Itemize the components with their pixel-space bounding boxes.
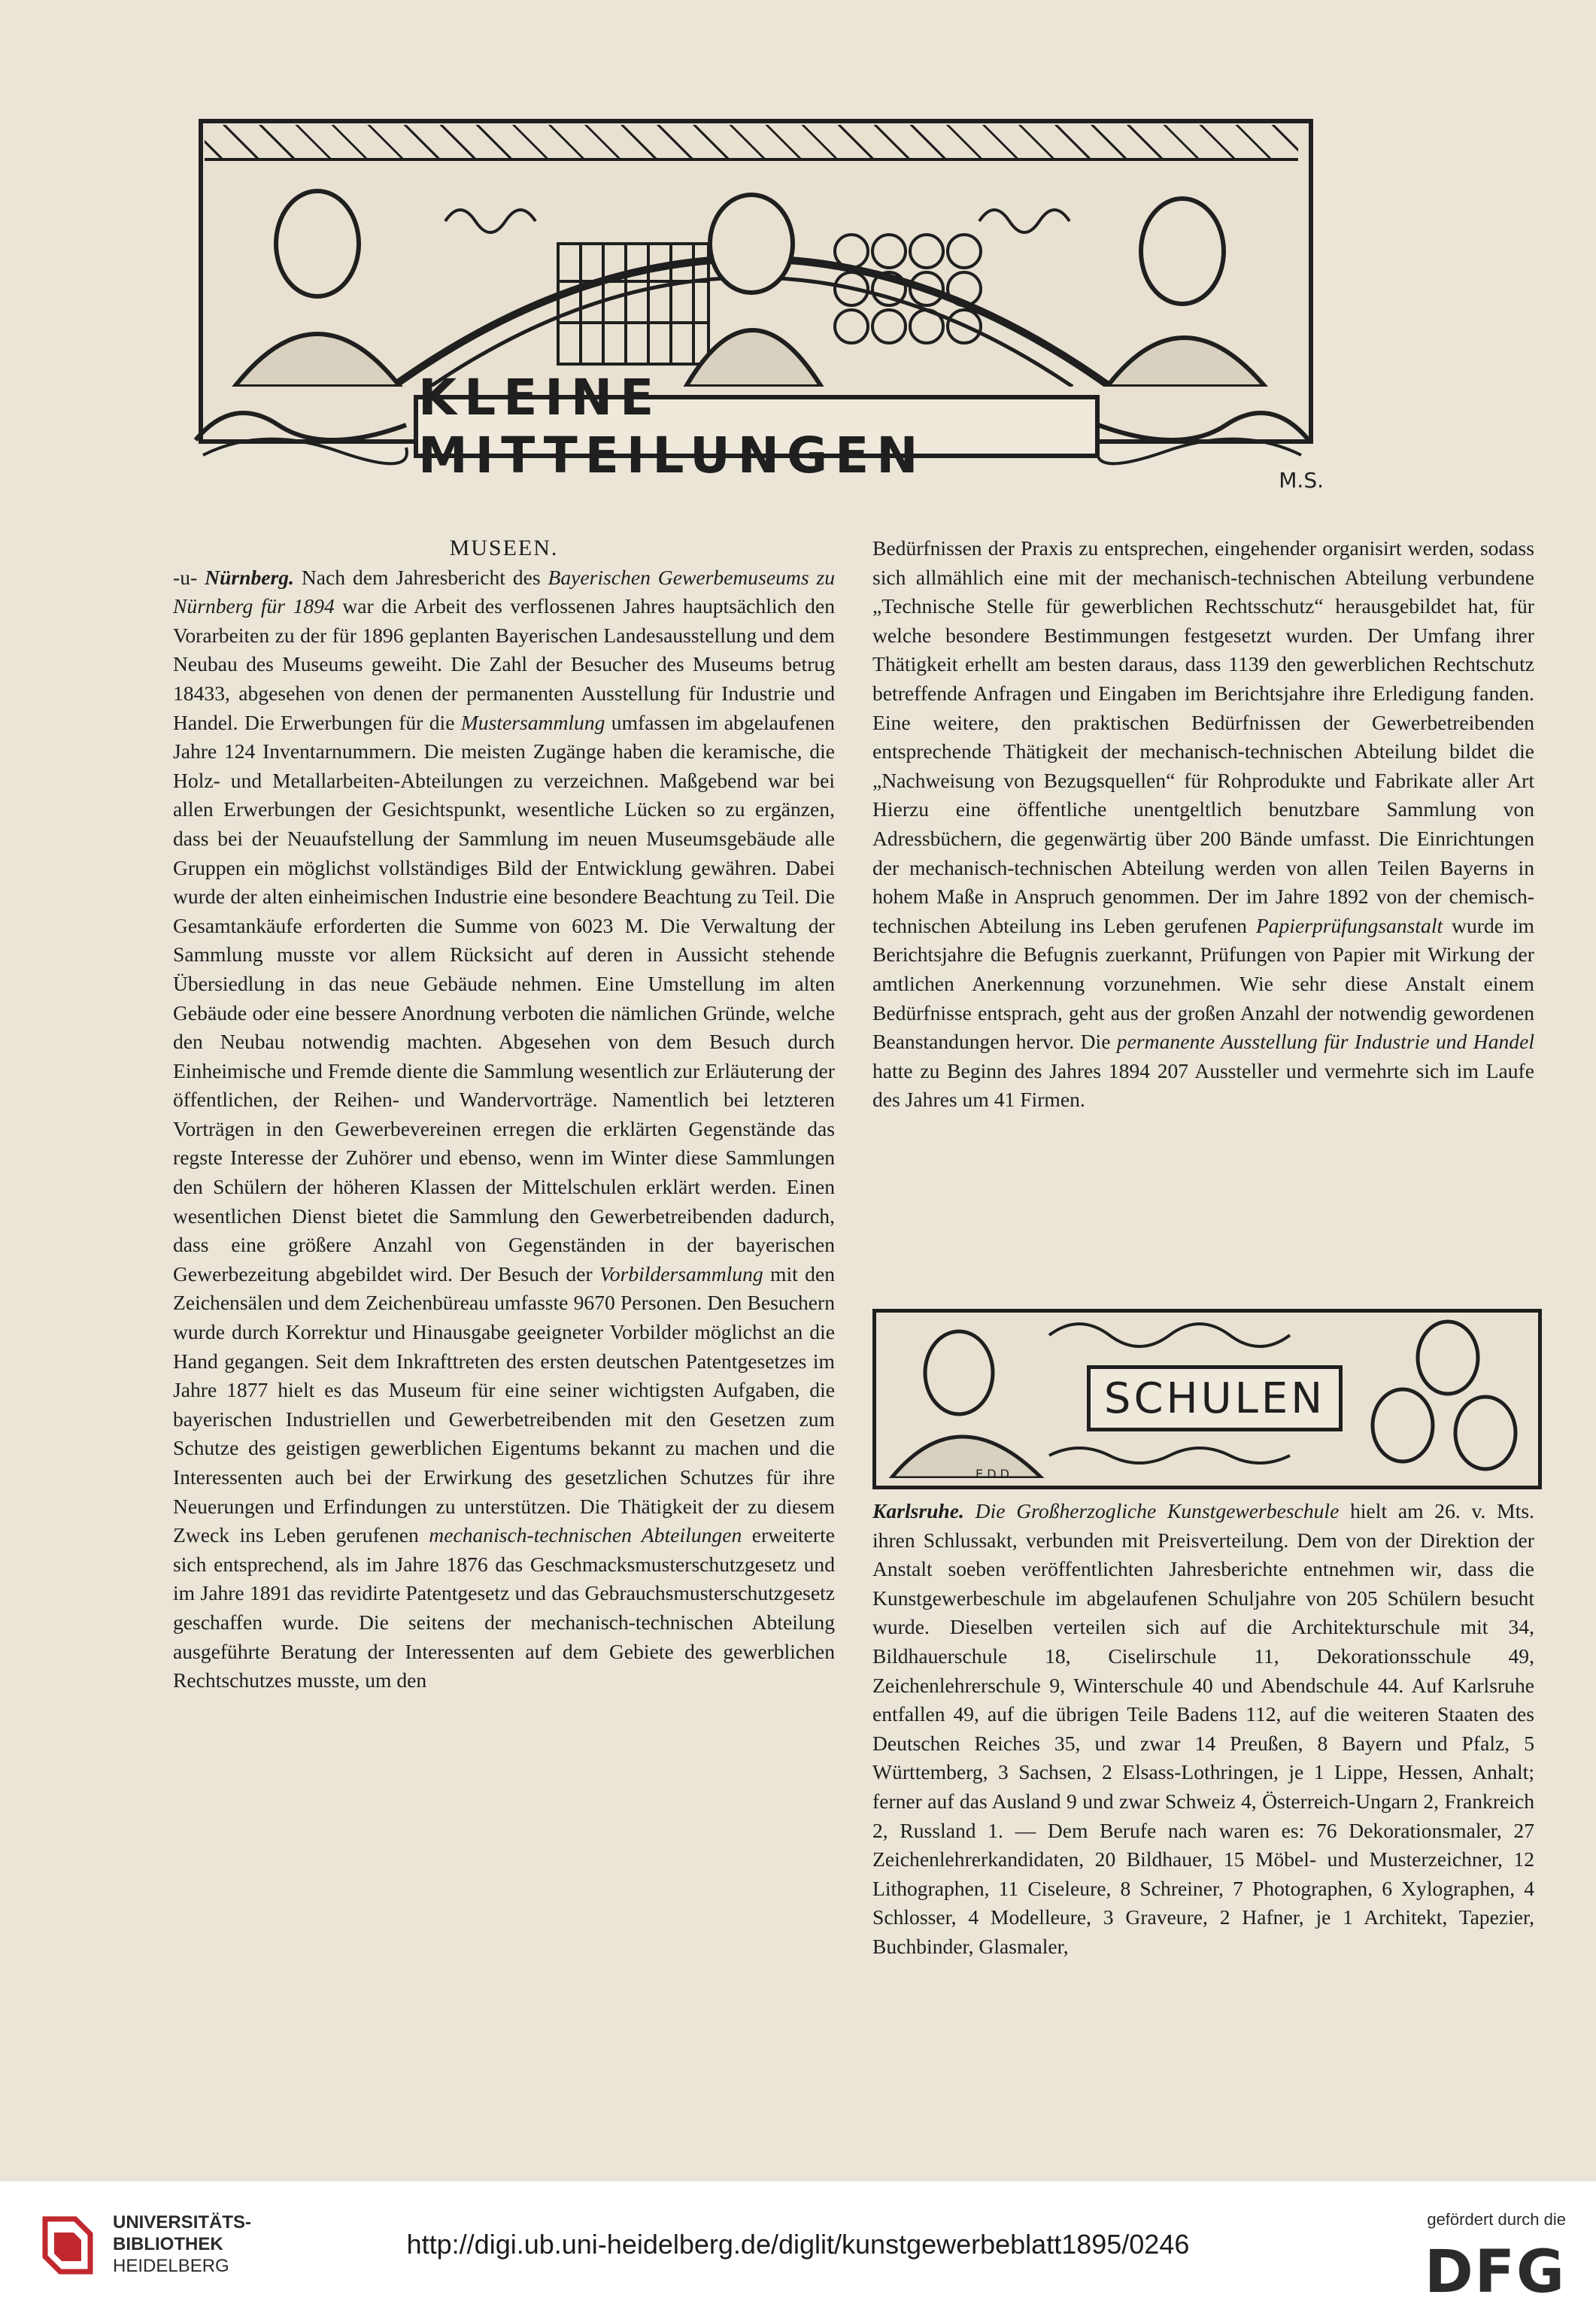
article-nuernberg: [173, 563, 835, 1695]
article-emphasis: Bayerischen Gewerbemuseums zu Nürnberg für 1894: [173, 565, 835, 618]
article-lead-nuernberg: Nürnberg.: [205, 565, 294, 589]
article-emphasis: Vorbildersammlung: [599, 1261, 763, 1286]
schulen-banner-text: SCHULEN: [1103, 1374, 1326, 1423]
article-emphasis: Papierprüfungsanstalt: [1255, 913, 1443, 937]
article-continuation: [872, 534, 1534, 1115]
permalink-url[interactable]: http://digi.ub.uni-heidelberg.de/diglit/kunstgewerbeblatt1895/0246: [406, 2229, 1190, 2260]
header-illustration: [205, 161, 1298, 387]
left-column: [173, 534, 835, 1695]
article-text: mit den Zeichensälen und dem Zeichenbüreau umfasste 9670 Personen. Den Besuchern wurde durch Korrektur und Hinausgabe geeigneter Vorbilder möglichst an die Hand gegangen. Seit dem Inkrafttreten des ersten deutschen Patentgesetzes im Jahre 1877 hielt es das Museum für eine seiner wichtigsten Aufgaben, die bayerischen Industriellen und Gewerbetreibenden mit den Gesetzen zum Schutze des geistigen gewerblichen Eigentums bekannt zu machen und die Interessenten auch bei der Erwirkung des gesetzlichen Schutzes für ihre Neuerungen und Erfindungen zu unterstützen. Die Thätigkeit der zu diesem Zweck ins Leben gerufenen: [173, 1261, 835, 1547]
article-karlsruhe: [872, 1497, 1534, 1962]
right-column: [872, 534, 1534, 1115]
article-emphasis: mechanisch-technischen Abteilungen: [429, 1523, 742, 1547]
article-text: Nach dem Jahresbericht des: [293, 565, 548, 589]
uni-name-line: HEIDELBERG: [113, 2256, 229, 2276]
article-lead-karlsruhe: Karlsruhe.: [872, 1499, 964, 1522]
article-text: hielt am 26. v. Mts. ihren Schlussakt, verbunden mit Preisverteilung. Dem von der Direktion der Anstalt soeben veröffentlichten Jahresberichte entnehmen wir, dass die Kunstgewerbeschule im abgelaufenen Schuljahre von 205 Schülern besucht wurde. Dieselben verteilen sich auf die Architekturschule mit 34, Bildhauerschule 18, Ciselirschule 11, Dekorationsschule 49, Zeichenlehrerschule 9, Winterschule 40 und Abendschule 44. Auf Karlsruhe entfallen 49, auf die übrigen Teile Badens 112, auf die weiteren Staaten des Deutschen Reiches 35, und zwar 14 Preußen, 8 Bayern und Pfalz, 5 Württemberg, 3 Sachsen, 2 Elsass-Lothringen, je 1 Lippe, Hessen, Anhalt; ferner auf das Ausland 9 und zwar Schweiz 4, Österreich-Ungarn 2, Frankreich 2, Russland 1. — Dem Berufe nach waren es: 76 Dekorationsmaler, 27 Zeichenlehrerkandidaten, 20 Bildhauer, 15 Möbel- und Musterzeichner, 12 Lithographen, 11 Ciseleure, 8 Schreiner, 7 Photographen, 6 Xylographen, 4 Schlosser, 4 Modelleure, 3 Graveure, 2 Hafner, je 1 Architekt, Tapezier, Buchbinder, Glasmaler,: [872, 1499, 1534, 1958]
schulen-vignette: [872, 1309, 1542, 1489]
dfg-caption: gefördert durch die: [1427, 2210, 1566, 2229]
article-text: wurde im Berichtsjahre die Befugnis zuerkannt, Prüfungen von Papier mit Wirkung der amtlichen Anerkennung vorzunehmen. Wie sehr diese Anstalt einem Bedürfnisse entsprach, geht aus der großen Anzahl der notwendig gewordenen Beanstandungen hervor. Die: [872, 913, 1534, 1054]
schulen-banner: [1087, 1365, 1343, 1431]
article-prefix: -u-: [173, 565, 198, 589]
article-text: Bedürfnissen der Praxis zu entsprechen, eingehender organisirt werden, sodass sich allmählich eine mit der mechanisch-technischen Abteilung verbundene „Technische Stelle für gewerblichen Rechtsschutz“ herausgebildet hat, für welche besondere Bestimmungen festgesetzt wurden. Der Umfang ihrer Thätigkeit erhellt am besten daraus, dass 1139 den gewerblichen Rechtschutz betreffende Anfragen und Eingaben im Berichtsjahre ihre Erledigung fanden. Eine weitere, den praktischen Bedürfnissen der Gewerbetreibenden entsprechende Thätigkeit der mechanisch-technischen Abteilung bildet die „Nachweisung von Bezugsquellen“ für Rohprodukte und Fabrikate aller Art Hierzu eine öffentliche unentgeltlich benutzbare Sammlung von Adressbüchern, die gegenwärtig über 200 Bände umfasst. Die Einrichtungen der mechanisch-technischen Abteilung werden von allen Teilen Bayerns in hohem Maße in Anspruch genommen. Der im Jahre 1892 von der chemisch-technischen Abteilung ins Leben gerufenen: [872, 536, 1534, 937]
schulen-signature: E.D.D.: [976, 1467, 1014, 1481]
article-text: umfassen im abgelaufenen Jahre 124 Inventarnummern. Die meisten Zugänge haben die keramische, die Holz- und Metallarbeiten-Abteilungen zu verzeichnen. Maßgebend war bei allen Erwerbungen der Gesichtspunkt, wesentliche Lücken so zu ergänzen, dass bei der Neuaufstellung der Sammlung im neuen Museumsgebäude alle Gruppen ein möglichst vollständiges Bild der Entwicklung gewähren. Dabei wurde der alten einheimischen Industrie eine besondere Beachtung zu Teil. Die Gesamtankäufe erforderten die Summe von 6023 M. Die Verwaltung der Sammlung musste vor allem Rücksicht auf deren in Aussicht stehende Übersiedlung in das neue Gebäude nehmen. Eine Umstellung im alten Gebäude oder eine bessere Anordnung verboten die nämlichen Gründe, welche den Neubau notwendig machten. Abgesehen von dem Besuch durch Einheimische und Fremde diente die Sammlung wesentlich zur Erläuterung der öffentlichen, der Reihen- und Wandervorträge. Namentlich bei letzteren Vorträgen in den Gewerbevereinen erregen die erklärten Gegenstände das regste Interesse der Zuhörer und ebenso, wenn im Winter diese Sammlungen den Schülern der höheren Klassen der Mittelschulen erklärt werden. Einen wesentlichen Dienst bietet die Sammlung den Gewerbetreibenden dadurch, dass eine größere Anzahl von Gegenständen in der bayerischen Gewerbezeitung abgebildet wird. Der Besuch der: [173, 710, 835, 1286]
footer: [0, 2181, 1596, 2307]
uni-name-line: BIBLIOTHEK: [113, 2234, 223, 2254]
uni-name-line: UNIVERSITÄTS-: [113, 2212, 252, 2233]
article-emphasis: permanente Ausstellung für Industrie und Handel: [1116, 1030, 1535, 1054]
flourish-left: [188, 380, 414, 470]
article-emphasis: Die Großherzogliche Kunstgewerbeschule: [963, 1499, 1340, 1522]
header-vignette: [188, 105, 1324, 496]
header-banner-text: KLEINE MITTEILUNGEN: [418, 369, 926, 484]
article-emphasis: Mustersammlung: [460, 710, 605, 734]
artist-monogram: M.S.: [1279, 468, 1324, 493]
article-karlsruhe-paragraph: [872, 1497, 1534, 1962]
section-heading-museen: MUSEEN.: [449, 536, 559, 560]
dfg-logo[interactable]: DFG: [1424, 2239, 1566, 2306]
header-banner: [414, 369, 1100, 484]
article-text: erweiterte sich entsprechend, als im Jahre 1876 das Geschmacksmusterschutzgesetz und im Jahre 1891 das revidirte Patentgesetz und das Gebrauchsmusterschutzgesetz geschaffen wurde. Die seitens der mechanisch-technischen Abteilung ausgeführte Beratung der Interessenten auf dem Gebiete des gewerblichen Rechtschutzes musste, um den: [173, 1523, 835, 1692]
header-ornament-border: [205, 125, 1298, 161]
article-text: war die Arbeit des verflossenen Jahres hauptsächlich den Vorarbeiten zu der für 1896 geplanten Bayerischen Landesausstellung und dem Neubau des Museums geweiht. Die Zahl der Besucher des Museums betrug 18433, abgesehen von denen der permanenten Ausstellung für Industrie und Handel. Die Erwerbungen für die: [173, 594, 835, 734]
flourish-right: [1091, 380, 1316, 470]
article-text: hatte zu Beginn des Jahres 1894 207 Aussteller und vermehrte sich im Laufe des Jahres um 41 Firmen.: [872, 1058, 1534, 1112]
